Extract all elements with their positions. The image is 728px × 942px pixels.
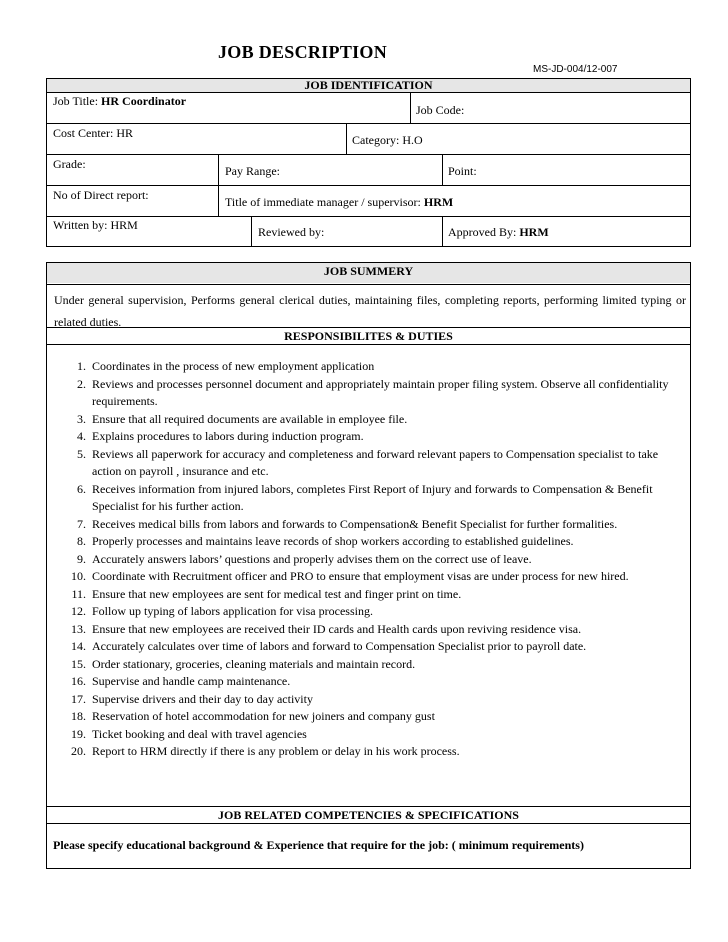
duty-text: Reviews and processes personnel document and appropriately maintain proper filing system. Observe all confidentiality requirements. — [92, 376, 669, 408]
duty-text: Report to HRM directly if there is any problem or delay in his work process. — [92, 744, 460, 758]
document-title: JOB DESCRIPTION — [218, 42, 388, 62]
point-label: Point: — [448, 164, 477, 178]
duty-text: Order stationary, groceries, cleaning materials and maintain record. — [92, 656, 416, 671]
responsibilities-title: RESPONSIBILITES & DUTIES — [284, 329, 453, 343]
duty-number: 20. — [71, 744, 86, 758]
duty-number: 13. — [71, 621, 86, 636]
duty-text: Follow up typing of labors application for visa processing. — [92, 604, 373, 618]
responsibilities-list — [56, 358, 686, 761]
duty-text: Receives medical bills from labors and forwards to Compensation& Benefit Specialist for further formalities. — [92, 516, 618, 531]
duty-item — [56, 376, 686, 411]
reviewed-by-label: Reviewed by: — [258, 225, 325, 239]
competencies-title: JOB RELATED COMPETENCIES & SPECIFICATIONS — [218, 808, 519, 822]
duty-number: 3. — [77, 411, 86, 426]
immediate-manager-field — [225, 195, 453, 210]
job-summary-title: JOB SUMMERY — [323, 264, 414, 278]
duty-item — [56, 673, 686, 691]
competencies-prompt: Please specify educational background & Experience that require for the job: ( minimum requirements) — [53, 838, 584, 852]
duty-text: Reservation of hotel accommodation for new joiners and company gust — [92, 709, 435, 723]
job-summary-text: Under general supervision, Performs general clerical duties, maintaining files, completing reports, performing limited typing or related duties. — [54, 293, 686, 329]
duty-item — [56, 743, 686, 761]
duty-item — [56, 568, 686, 586]
duty-item — [56, 411, 686, 429]
duty-item — [56, 621, 686, 639]
duty-number: 15. — [71, 656, 86, 671]
duty-text: Ticket booking and deal with travel agencies — [92, 726, 307, 741]
document-number: MS-JD-004/12-007 — [533, 64, 618, 75]
duty-text: Ensure that new employees are received their ID cards and Health cards upon reviving residence visa. — [92, 621, 582, 636]
duty-text: Reviews all paperwork for accuracy and completeness and forward relevant papers to Compensation specialist to take action on payroll , insurance and etc. — [92, 446, 659, 478]
duty-text: Ensure that all required documents are available in employee file. — [92, 411, 408, 426]
duty-number: 7. — [77, 516, 86, 531]
duty-number: 12. — [71, 604, 86, 618]
job-title-field — [53, 94, 186, 109]
duty-item — [56, 481, 686, 516]
duty-text: Accurately calculates over time of labors and forward to Compensation Specialist prior to payroll date. — [92, 639, 587, 653]
duty-item — [56, 358, 686, 376]
duty-text: Supervise drivers and their day to day activity — [92, 691, 313, 706]
duty-number: 18. — [71, 709, 86, 723]
duty-item — [56, 638, 686, 656]
approved-by-field — [448, 225, 549, 240]
duty-number: 10. — [71, 569, 86, 583]
duty-text: Coordinates in the process of new employment application — [92, 359, 375, 373]
direct-report-label: No of Direct report: — [53, 188, 149, 202]
grade-label: Grade: — [53, 157, 86, 171]
immediate-manager-value: HRM — [423, 195, 454, 209]
duty-item — [56, 516, 686, 534]
duty-number: 11. — [71, 586, 86, 601]
duty-item — [56, 533, 686, 551]
duty-number: 5. — [77, 446, 86, 461]
duty-number: 9. — [77, 551, 86, 566]
job-title-value: HR Coordinator — [101, 94, 187, 108]
duty-text: Receives information from injured labors, completes First Report of Injury and forwards to Compensation & Benefit Specialist for his further action. — [92, 481, 653, 513]
duty-number: 19. — [71, 726, 86, 741]
duty-text: Accurately answers labors’ questions and properly advises them on the correct use of leave. — [92, 551, 532, 566]
duty-item — [56, 428, 686, 446]
duty-text: Explains procedures to labors during induction program. — [92, 429, 364, 443]
duty-item — [56, 656, 686, 674]
duty-number: 6. — [77, 481, 86, 496]
category-field: Category: H.O — [352, 133, 423, 147]
duty-text: Properly processes and maintains leave records of shop workers according to established guidelines. — [92, 534, 574, 548]
duty-number: 2. — [77, 376, 86, 391]
written-by-field: Written by: HRM — [53, 218, 138, 232]
cost-center-field: Cost Center: HR — [53, 126, 133, 140]
duty-item — [56, 708, 686, 726]
duty-item — [56, 603, 686, 621]
pay-range-label: Pay Range: — [225, 164, 280, 178]
duty-item — [56, 691, 686, 709]
duty-item — [56, 446, 686, 481]
duty-text: Supervise and handle camp maintenance. — [92, 674, 291, 688]
duty-number: 8. — [77, 534, 86, 548]
duty-number: 14. — [71, 639, 86, 653]
duty-text: Coordinate with Recruitment officer and PRO to ensure that employment visas are under process for new hired. — [92, 569, 629, 583]
job-identification-title: JOB IDENTIFICATION — [304, 78, 433, 92]
duty-number: 1. — [77, 359, 86, 373]
job-title-label: Job Title: — [53, 94, 99, 108]
duty-number: 4. — [77, 429, 86, 443]
duty-number: 17. — [71, 691, 86, 706]
approved-by-value: HRM — [519, 225, 549, 239]
approved-by-label: Approved By: — [448, 225, 517, 239]
duty-item — [56, 726, 686, 744]
duty-item — [56, 586, 686, 604]
duty-text: Ensure that new employees are sent for medical test and finger print on time. — [92, 586, 462, 601]
duty-number: 16. — [71, 674, 86, 688]
immediate-manager-label: Title of immediate manager / supervisor: — [225, 195, 421, 209]
job-code-label: Job Code: — [416, 103, 465, 117]
duty-item — [56, 551, 686, 569]
